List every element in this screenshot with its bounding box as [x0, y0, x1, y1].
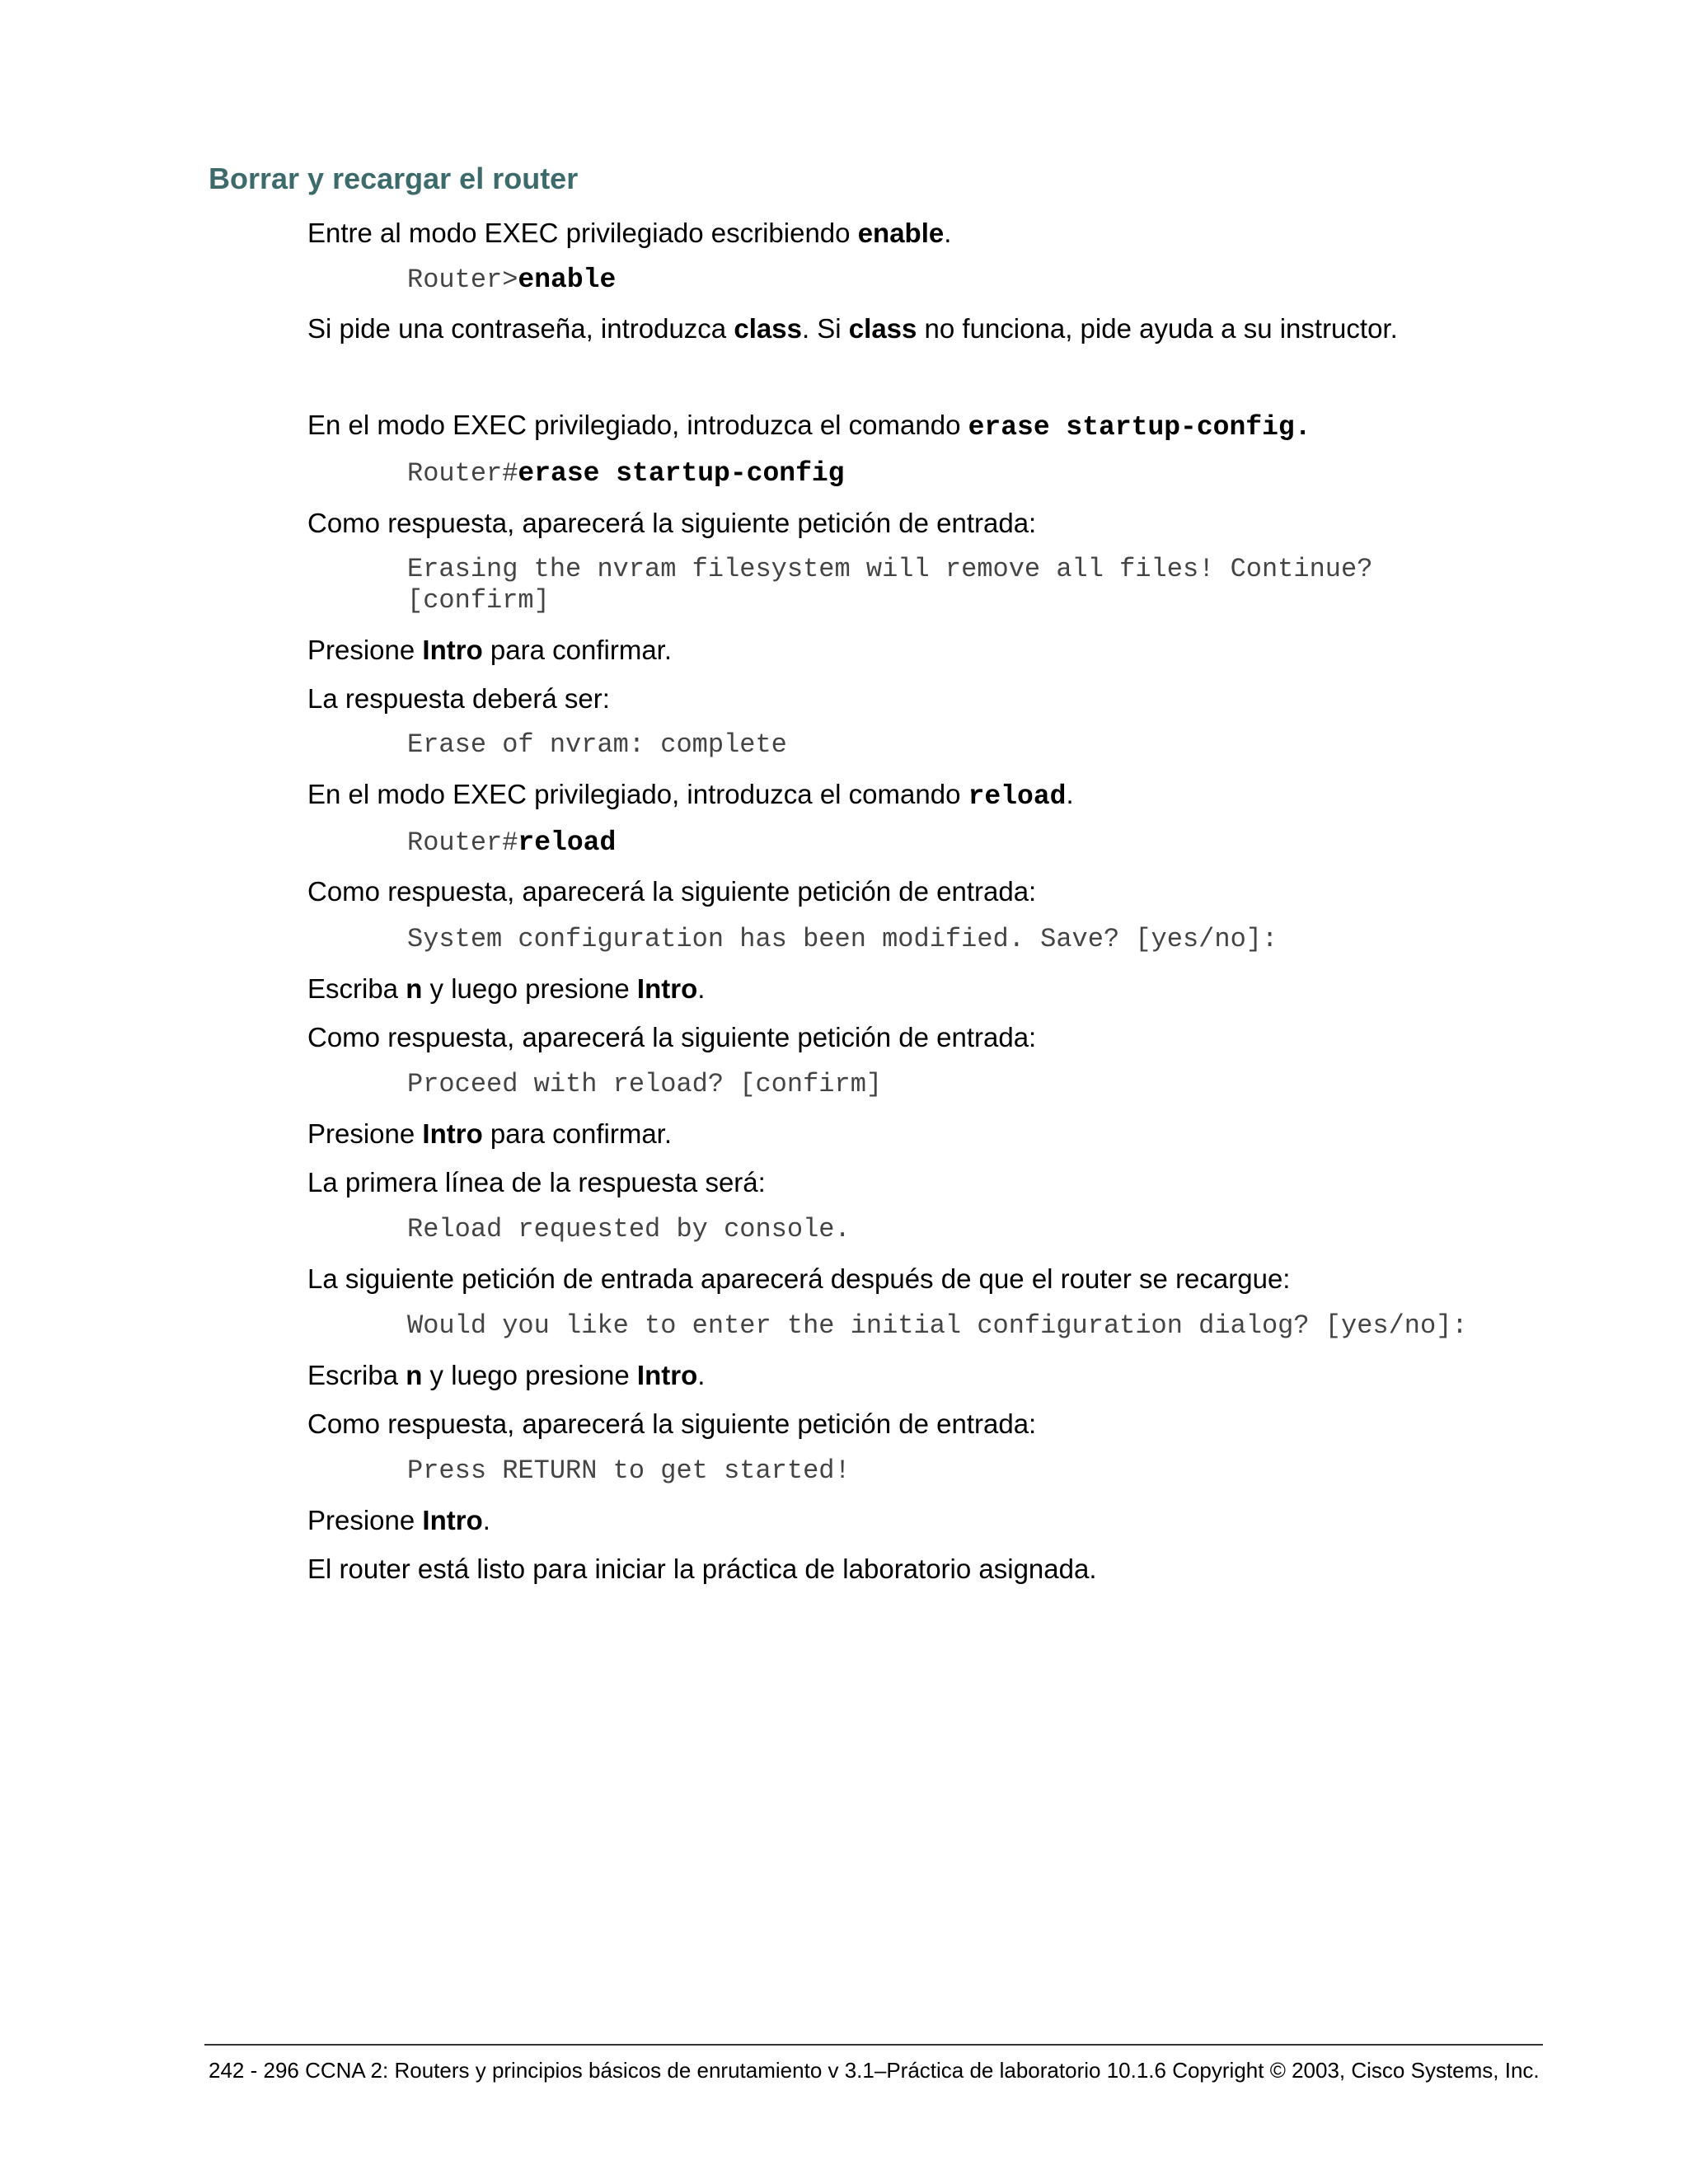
command-reload: Router#reload — [407, 827, 617, 858]
page-footer: 242 - 296 CCNA 2: Routers y principios básicos de enrutamiento v 3.1–Práctica de laboratorio 10.1.6 Copyright © 2003, Cisco Systems, Inc. — [209, 2058, 1540, 2083]
response-prompt-label-1: Como respuesta, aparecerá la siguiente petición de entrada: — [307, 508, 1037, 538]
instruction-press-intro-3: Presione Intro. — [307, 1505, 490, 1535]
section-heading: Borrar y recargar el router — [209, 162, 579, 195]
response-prompt-label-4: Como respuesta, aparecerá la siguiente petición de entrada: — [307, 1408, 1037, 1439]
output-press-return: Press RETURN to get started! — [407, 1455, 851, 1486]
output-erase-complete: Erase of nvram: complete — [407, 729, 787, 760]
instruction-erase: En el modo EXEC privilegiado, introduzca el comando erase startup-config. — [307, 410, 1311, 443]
output-reload-requested: Reload requested by console. — [407, 1214, 851, 1244]
first-line-label: La primera línea de la respuesta será: — [307, 1167, 766, 1197]
output-proceed-reload: Proceed with reload? [confirm] — [407, 1069, 883, 1099]
instruction-password: Si pide una contraseña, introduzca class. Si class no funciona, pide ayuda a su instructor. — [307, 313, 1398, 344]
command-enable: Router>enable — [407, 265, 617, 295]
footer-divider — [204, 2044, 1543, 2046]
router-ready-text: El router está listo para iniciar la práctica de laboratorio asignada. — [307, 1554, 1097, 1584]
instruction-reload: En el modo EXEC privilegiado, introduzca el comando reload. — [307, 779, 1074, 812]
output-save-prompt: System configuration has been modified. Save? [yes/no]: — [407, 924, 1278, 954]
command-erase: Router#erase startup-config — [407, 458, 845, 489]
instruction-type-n-1: Escriba n y luego presione Intro. — [307, 973, 706, 1004]
next-prompt-label: La siguiente petición de entrada aparecerá después de que el router se recargue: — [307, 1263, 1291, 1294]
output-confirm: [confirm] — [407, 585, 550, 616]
output-erasing: Erasing the nvram filesystem will remove all files! Continue? — [407, 554, 1373, 584]
instruction-enable: Entre al modo EXEC privilegiado escribiendo enable. — [307, 218, 952, 248]
instruction-press-intro-2: Presione Intro para confirmar. — [307, 1118, 673, 1149]
instruction-press-intro-1: Presione Intro para confirmar. — [307, 635, 673, 665]
response-prompt-label-3: Como respuesta, aparecerá la siguiente petición de entrada: — [307, 1022, 1037, 1052]
output-initial-config-dialog: Would you like to enter the initial configuration dialog? [yes/no]: — [407, 1310, 1468, 1341]
instruction-type-n-2: Escriba n y luego presione Intro. — [307, 1360, 706, 1390]
response-label: La respuesta deberá ser: — [307, 683, 610, 714]
response-prompt-label-2: Como respuesta, aparecerá la siguiente petición de entrada: — [307, 876, 1037, 907]
